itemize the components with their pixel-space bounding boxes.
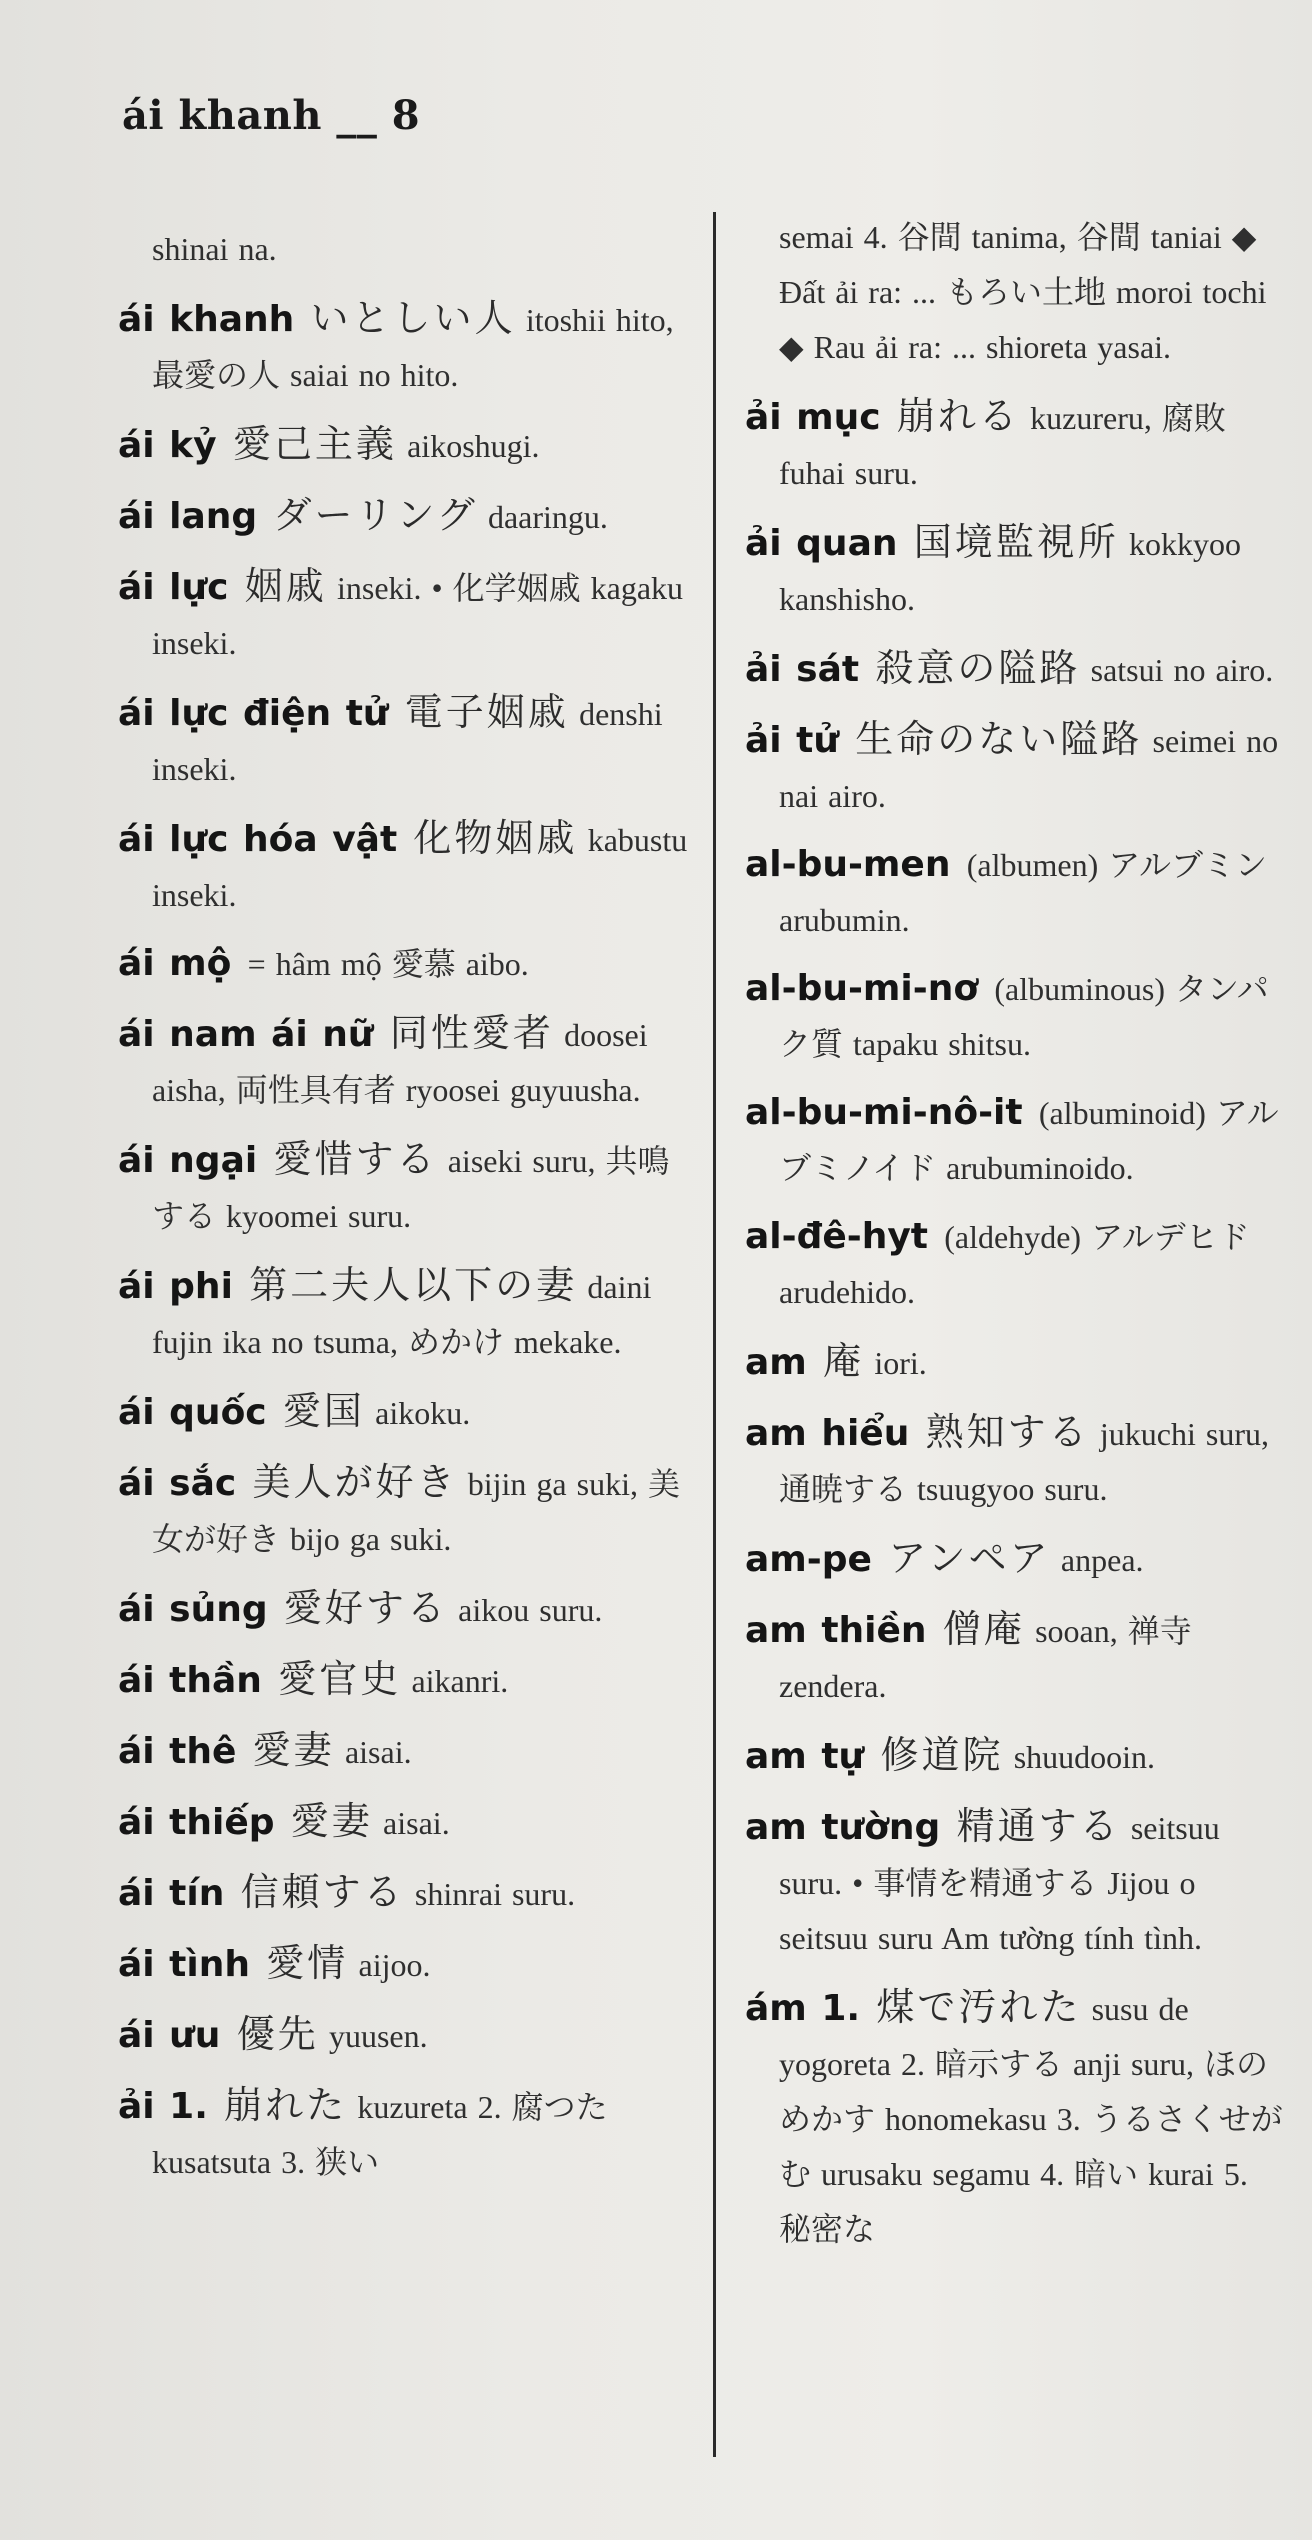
dictionary-entry [745,1531,1285,1588]
entry-headword: am tự [745,1736,865,1777]
entry-japanese: 姻戚 [244,564,327,608]
dictionary-entry [745,1405,1285,1517]
entry-japanese: 美人が好き [252,1460,458,1504]
entry-japanese: 生命のない隘路 [855,717,1143,761]
entry-headword: am tường [745,1807,941,1848]
running-head: ái khanh __ 8 [122,92,421,139]
entry-definition: satsui no airo. [1090,652,1274,688]
entry-definition: (albumen) アルブミン arubumin. [779,847,1267,938]
dictionary-entry [118,1936,688,1993]
entry-definition: shinai na. [152,231,277,267]
dictionary-entry [118,1006,688,1118]
left-column [118,222,688,2204]
dictionary-entry [118,685,688,797]
dictionary-entry [118,1652,688,1709]
entry-headword: ái lang [118,496,258,537]
entry-headword: ái thê [118,1731,237,1772]
entry-definition: (albuminous) タンパク質 tapaku shitsu. [779,971,1269,1062]
entry-headword: ái khanh [118,299,295,340]
dictionary-entry [118,1384,688,1441]
entry-definition: aijoo. [358,1947,431,1983]
entry-japanese: 僧庵 [942,1607,1025,1651]
entry-definition: aisai. [383,1805,450,1841]
entry-headword: ái lực [118,567,229,608]
entry-definition: yuusen. [328,2018,428,2054]
entry-japanese: 修道院 [880,1733,1004,1777]
entry-japanese: 庵 [823,1339,865,1383]
entry-headword: ái sủng [118,1589,268,1630]
entry-japanese: いとしい人 [310,296,516,340]
entry-headword: ái nam ái nữ [118,1014,374,1055]
entry-definition: shuudooin. [1013,1739,1156,1775]
entry-definition: aikanri. [411,1663,509,1699]
entry-japanese: ダーリング [273,493,478,537]
dictionary-entry [745,1602,1285,1714]
entry-japanese: 愛妻 [290,1799,373,1843]
entry-japanese: 崩れた [224,2083,348,2127]
entry-headword: ải quan [745,523,898,564]
entry-headword: ái ưu [118,2015,221,2056]
dictionary-entry [118,222,688,277]
dictionary-entry [118,291,688,403]
entry-japanese: 愛情 [266,1941,349,1985]
entry-japanese: 愛妻 [252,1728,335,1772]
entry-japanese: 電子姻戚 [404,690,569,734]
dictionary-entry [118,811,688,923]
dictionary-entry [745,1728,1285,1785]
entry-headword: ái mộ [118,943,232,984]
dictionary-entry [745,641,1285,698]
dictionary-entry [745,962,1285,1072]
dictionary-entry [745,1086,1285,1196]
dictionary-entry [745,838,1285,948]
entry-definition: iori. [874,1345,927,1381]
entry-definition: anpea. [1060,1542,1144,1578]
entry-headword: al-bu-mi-nô-it [745,1092,1023,1133]
entry-definition: susu de yogoreta 2. 暗示する anji suru, ほのめかす honomekasu 3. うるさくせがむ urusaku segamu 4. 暗い kurai 5. 秘密な [779,1991,1283,2247]
entry-japanese: 熟知する [925,1410,1090,1454]
entry-headword: ải mục [745,397,881,438]
dictionary-entry [745,1210,1285,1320]
entry-headword: ái kỷ [118,425,217,466]
entry-definition: (albuminoid) アルブミノイド arubuminoido. [779,1095,1279,1186]
entry-japanese: 国境監視所 [913,520,1119,564]
entry-headword: al-đê-hyt [745,1216,929,1257]
entry-headword: ái lực điện tử [118,693,389,734]
entry-japanese: 崩れる [896,394,1020,438]
entry-japanese: 愛国 [282,1389,365,1433]
entry-definition: shinrai suru. [414,1876,576,1912]
dictionary-entry [118,1258,688,1370]
entry-definition: denshi inseki. [152,696,663,787]
entry-definition: itoshii hito, 最愛の人 saiai no hito. [152,302,674,393]
dictionary-entry [118,1132,688,1244]
entry-japanese: 信頼する [240,1870,405,1914]
entry-japanese: 精通する [956,1804,1121,1848]
dictionary-entry [118,1794,688,1851]
entry-headword: am thiền [745,1610,927,1651]
entry-definition: aikoshugi. [407,428,540,464]
dictionary-entry [745,389,1285,501]
dictionary-entry [745,712,1285,824]
entry-headword: ải sát [745,649,860,690]
dictionary-entry [118,937,688,992]
right-column [745,210,1285,2271]
entry-headword: am [745,1342,807,1383]
entry-headword: ái quốc [118,1392,267,1433]
dictionary-entry [118,1865,688,1922]
entry-headword: ái lực hóa vật [118,819,398,860]
entry-japanese: 愛好する [283,1586,448,1630]
entry-japanese: アンペア [888,1536,1051,1580]
entry-definition: = hâm mộ 愛慕 aibo. [247,946,529,982]
entry-headword: ái tình [118,1944,250,1985]
entry-definition: daini fujin ika no tsuma, めかけ mekake. [152,1269,652,1360]
entry-definition: aisai. [344,1734,412,1770]
entry-headword: ái thiếp [118,1802,275,1843]
entry-definition: jukuchi suru, 通暁する tsuugyoo suru. [779,1416,1269,1507]
entry-japanese: 同性愛者 [389,1011,554,1055]
entry-definition: bijin ga suki, 美女が好き bijo ga suki. [152,1466,680,1557]
entry-definition: kuzureru, 腐敗 fuhai suru. [779,400,1226,491]
entry-japanese: 第二夫人以下の妻 [249,1263,578,1307]
entry-headword: ái thần [118,1660,262,1701]
entry-definition: semai 4. 谷間 tanima, 谷間 taniai ◆ Đất ải ra: ... もろい土地 moroi tochi ◆ Rau ải ra: ... shioreta yasai. [779,219,1267,365]
entry-headword: ái ngại [118,1140,258,1181]
dictionary-entry [118,488,688,545]
entry-definition: seimei no nai airo. [779,723,1279,814]
dictionary-entry [118,1723,688,1780]
entry-japanese: 愛己主義 [232,422,397,466]
dictionary-entry [745,1334,1285,1391]
dictionary-entry [118,1581,688,1638]
entry-japanese: 愛惜する [273,1137,438,1181]
dictionary-entry [118,417,688,474]
dictionary-entry [118,1455,688,1567]
dictionary-entry [745,210,1285,375]
dictionary-entry [745,1980,1285,2257]
dictionary-entry [118,2078,688,2190]
entry-definition: daaringu. [487,499,608,535]
entry-definition: aikou suru. [458,1592,603,1628]
entry-definition: aiseki suru, 共鳴する kyoomei suru. [152,1143,670,1234]
entry-definition: inseki. • 化学姻戚 kagaku inseki. [152,570,684,661]
entry-japanese: 愛官史 [278,1657,402,1701]
entry-definition: kokkyoo kanshisho. [779,526,1242,617]
dictionary-entry [118,559,688,671]
entry-headword: ải 1. [118,2086,208,2127]
entry-definition: aikoku. [375,1395,471,1431]
dictionary-entry [745,1799,1285,1966]
entry-headword: ám 1. [745,1988,861,2029]
entry-headword: am hiểu [745,1413,910,1454]
entry-definition: doosei aisha, 両性具有者 ryoosei guyuusha. [152,1017,648,1108]
dictionary-entry [745,515,1285,627]
entry-headword: al-bu-men [745,844,951,885]
entry-headword: am-pe [745,1539,872,1580]
entry-definition: (aldehyde) アルデヒド arudehido. [779,1219,1250,1310]
entry-headword: ái phi [118,1266,233,1307]
entry-japanese: 優先 [236,2012,319,2056]
entry-definition: kuzureta 2. 腐つた kusatsuta 3. 狭い [152,2089,608,2180]
entry-headword: ái sắc [118,1463,237,1504]
entry-definition: seitsuu suru. • 事情を精通する Jijou o seitsuu suru Am tường tính tình. [779,1810,1220,1956]
entry-japanese: 殺意の隘路 [875,646,1081,690]
dictionary-entry [118,2007,688,2064]
entry-definition: sooan, 禅寺 zendera. [779,1613,1192,1704]
entry-headword: ái tín [118,1873,225,1914]
entry-japanese: 化物姻戚 [413,816,578,860]
entry-japanese: 煤で汚れた [876,1985,1082,2029]
entry-definition: kabustu inseki. [152,822,688,913]
entry-headword: al-bu-mi-nơ [745,968,979,1009]
column-divider [713,212,716,2457]
entry-headword: ải tử [745,720,840,761]
